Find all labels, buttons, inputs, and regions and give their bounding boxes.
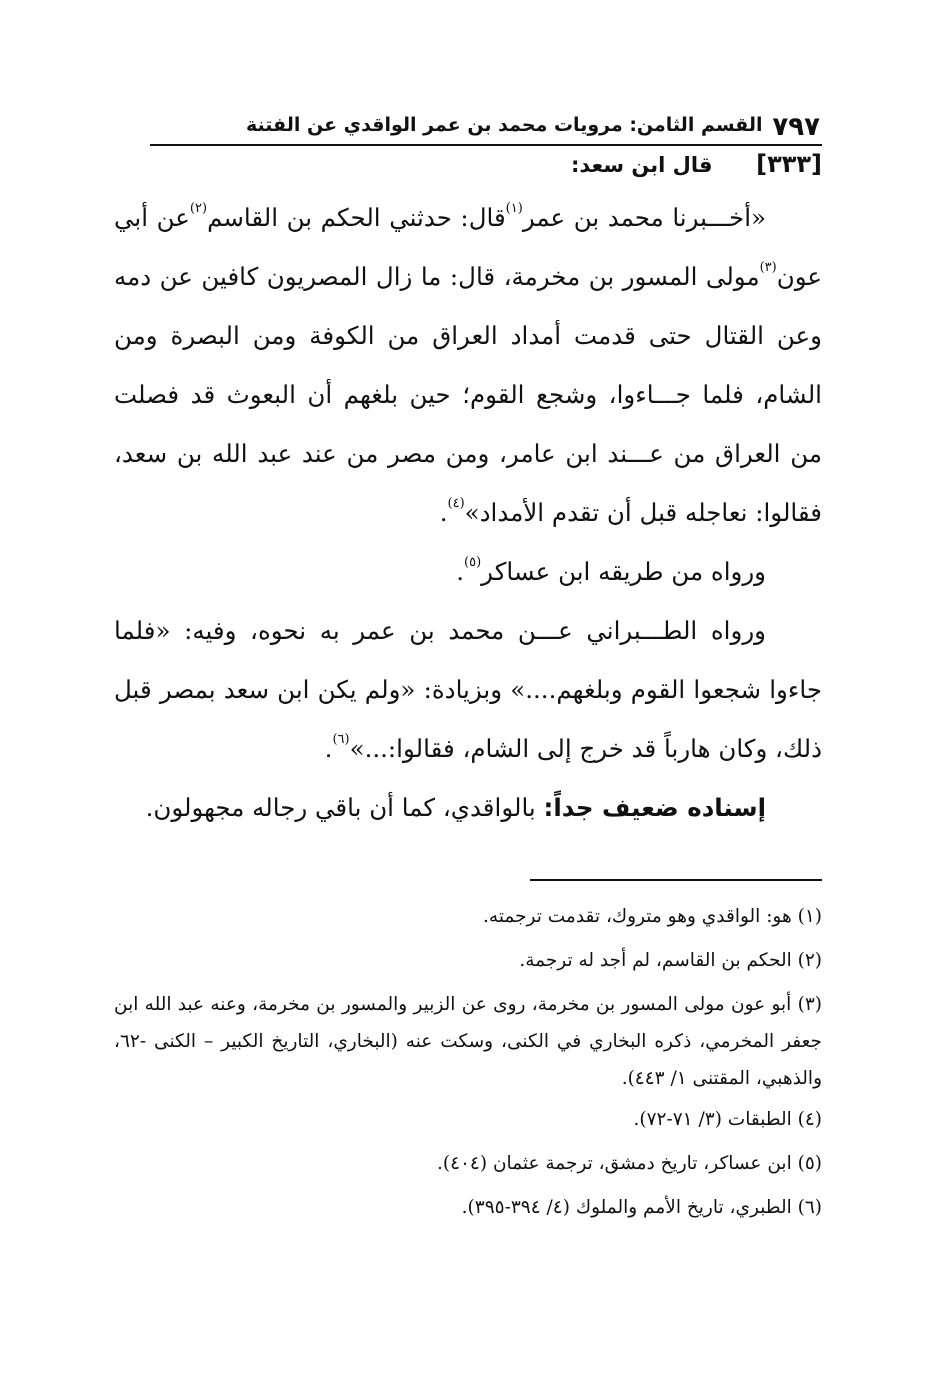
footnote-text: أبو عون مولى المسور بن مخرمة، روى عن الزبير والمسور بن مخرمة، وعنه عبد الله ابن جعفر المخرمي، ذكره البخاري في الكنى، وسكت عنه (البخاري، التاريخ الكبير – الكنى -٦٢، والذهبي، المقتنى ١/ ٤٤٣). — [114, 994, 822, 1089]
footnote-number: (٥) — [797, 1153, 822, 1174]
footnote-number: (٣) — [797, 994, 822, 1015]
footnote-separator — [530, 879, 822, 881]
footnote-number: (٤) — [797, 1109, 822, 1130]
footnote-ref-2: (٢) — [189, 201, 208, 216]
ibn-asakir-end: . — [456, 557, 465, 586]
page-number: ٧٩٧ — [772, 112, 820, 142]
paragraph-verdict — [114, 778, 822, 837]
footnote-text: الطبقات (٣/ ٧١-٧٢). — [633, 1109, 792, 1130]
narration-text-2: قال: حدثني الحكم بن القاسم — [207, 203, 506, 232]
footnote-text: هو: الواقدي وهو متروك، تقدمت ترجمته. — [483, 906, 792, 927]
footnote-ref-5: (٥) — [464, 555, 482, 570]
verdict-text: بالواقدي، كما أن باقي رجاله مجهولون. — [145, 793, 544, 822]
footnote-6 — [114, 1189, 822, 1226]
entry-number: [٣٣٣] — [756, 150, 822, 178]
tabari-end: . — [324, 734, 333, 763]
footnote-text: الطبري، تاريخ الأمم والملوك (٤/ ٣٩٤-٣٩٥). — [461, 1197, 792, 1218]
main-text — [114, 188, 822, 837]
footnote-ref-1: (١) — [505, 201, 523, 216]
page-header — [150, 100, 822, 146]
entry-source: قال ابن سعد: — [571, 153, 713, 177]
narration-text-3: عن أبي عون — [114, 203, 822, 291]
tabari-text: ورواه الطـــبراني عـــن محمد بن عمر به نحوه، وفيه: «فلما جاءوا شجعوا القوم وبلغهم....» وبزيادة: «ولم يكن ابن سعد بمصر قبل ذلك، وكان هارباً قد خرج إلى الشام، فقالوا:...» — [114, 616, 822, 763]
paragraph-tabari — [114, 601, 822, 778]
footnote-text: الحكم بن القاسم، لم أجد له ترجمة. — [519, 950, 792, 971]
footnote-ref-6: (٦) — [332, 732, 350, 747]
footnote-ref-4: (٤) — [447, 496, 465, 511]
footnote-3 — [114, 986, 822, 1097]
footnote-1 — [114, 898, 822, 935]
footnote-text: ابن عساكر، تاريخ دمشق، ترجمة عثمان (٤٠٤). — [436, 1153, 792, 1174]
paragraph-ibn-asakir — [114, 542, 822, 601]
footnotes — [114, 898, 822, 1233]
footnote-number: (٦) — [797, 1197, 822, 1218]
verdict-label: إسناده ضعيف جداً: — [543, 793, 766, 822]
footnote-number: (٢) — [797, 950, 822, 971]
narration-end: . — [439, 498, 448, 527]
footnote-2 — [114, 942, 822, 979]
paragraph-narration — [114, 188, 822, 542]
narration-text-1: «أخـــبرنا محمد بن عمر — [522, 203, 766, 232]
footnote-5 — [114, 1145, 822, 1182]
footnote-ref-3: (٣) — [759, 260, 777, 275]
running-title: القسم الثامن: مرويات محمد بن عمر الواقدي عن الفتنة — [246, 114, 763, 136]
entry-heading — [571, 150, 822, 178]
narration-text-4: مولى المسور بن مخرمة، قال: ما زال المصريون كافين عن دمه وعن القتال حتى قدمت أمداد العراق من الكوفة ومن البصرة ومن الشام، فلما جـــاءوا، وشجع القوم؛ حين بلغهم أن البعوث قد فصلت من العراق من عـــند ابن عامر، ومن مصر من عند عبد الله بن سعد، فقالوا: نعاجله قبل أن تقدم الأمداد» — [114, 262, 822, 527]
ibn-asakir-text: ورواه من طريقه ابن عساكر — [481, 557, 766, 586]
footnote-number: (١) — [797, 906, 822, 927]
footnote-4 — [114, 1101, 822, 1138]
